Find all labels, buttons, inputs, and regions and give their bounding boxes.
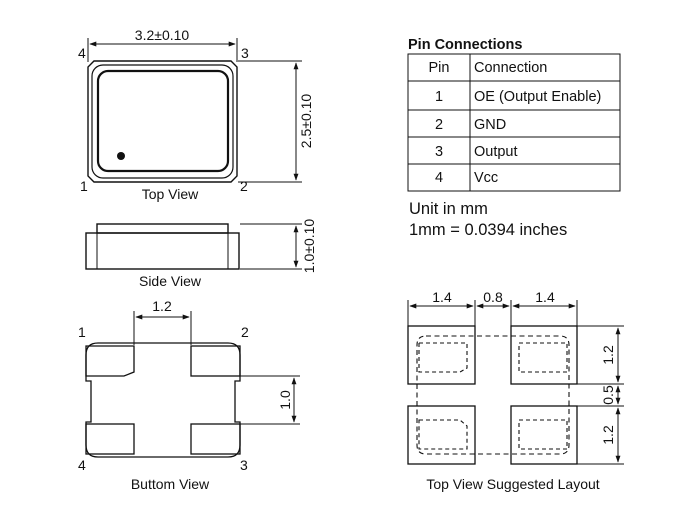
top-view [88, 38, 302, 182]
bottom-pad-4 [86, 424, 134, 454]
pin-table-title: Pin Connections [408, 37, 523, 53]
top-pin-4-label: 4 [78, 45, 86, 61]
bottom-pin-3-label: 3 [240, 457, 248, 473]
side-view-lid [97, 224, 228, 233]
bottom-pad-2 [191, 346, 240, 376]
top-height-dim-label: 2.5±0.10 [298, 93, 314, 149]
pin-table-row-2-pin: 2 [434, 117, 444, 133]
pin-table-row-2-connection: GND [474, 117, 507, 133]
layout-inner-pad-3 [519, 420, 567, 449]
layout-dim-gap-label: 0.8 [483, 289, 503, 305]
bottom-gap-dim-label: 1.2 [152, 298, 172, 314]
top-pin-3-label: 3 [241, 45, 249, 61]
side-view-caption: Side View [138, 273, 202, 289]
bottom-view-body [86, 343, 240, 457]
bottom-view-caption: Buttom View [130, 476, 210, 492]
pin-table-row-4-pin: 4 [434, 170, 444, 186]
layout-pad-bottom-left [408, 406, 475, 464]
pin-table-row-3-pin: 3 [434, 144, 444, 160]
layout-view-caption: Top View Suggested Layout [426, 476, 600, 492]
top-pin-1-label: 1 [80, 178, 88, 194]
top-view-caption: Top View [141, 186, 199, 202]
layout-inner-pad-2 [519, 343, 567, 372]
layout-dim-gap-v-label: 0.5 [600, 385, 616, 405]
pin-table-row-4-connection: Vcc [474, 170, 499, 186]
side-view-base [86, 233, 239, 269]
bottom-pin-2-label: 2 [241, 324, 249, 340]
layout-package-outline [417, 336, 569, 454]
layout-pad-top-left [408, 326, 475, 384]
layout-inner-pad-4 [419, 420, 467, 449]
layout-dim-left-label: 1.4 [432, 289, 452, 305]
layout-dim-right-label: 1.4 [535, 289, 555, 305]
side-view [86, 224, 302, 269]
pin-table-row-1-connection: OE (Output Enable) [474, 89, 602, 105]
unit-note-line-2: 1mm = 0.0394 inches [409, 221, 568, 239]
top-pin-2-label: 2 [240, 178, 248, 194]
bottom-pin-1-label: 1 [78, 324, 86, 340]
bottom-pad-dim-label: 1.0 [277, 390, 293, 410]
pin-table-header-connection: Connection [474, 60, 548, 76]
layout-dim-bottom-label: 1.2 [600, 425, 616, 445]
pin-table-row-1-pin: 1 [434, 89, 444, 105]
bottom-pin-4-label: 4 [78, 457, 86, 473]
layout-inner-pad-1 [419, 343, 467, 372]
top-view-body [88, 61, 237, 182]
top-width-dim-label: 3.2±0.10 [134, 27, 190, 43]
bottom-pad-1 [86, 346, 134, 376]
pin-table-row-3-connection: Output [474, 144, 518, 160]
unit-note-line-1: Unit in mm [409, 200, 488, 218]
pin1-marker-dot [117, 152, 125, 160]
layout-dim-top-label: 1.2 [600, 345, 616, 365]
pin-table-header-pin: Pin [428, 60, 450, 76]
bottom-pad-3 [191, 424, 240, 454]
suggested-layout [408, 300, 624, 464]
bottom-view [86, 311, 300, 457]
side-height-dim-label: 1.0±0.10 [301, 218, 317, 274]
